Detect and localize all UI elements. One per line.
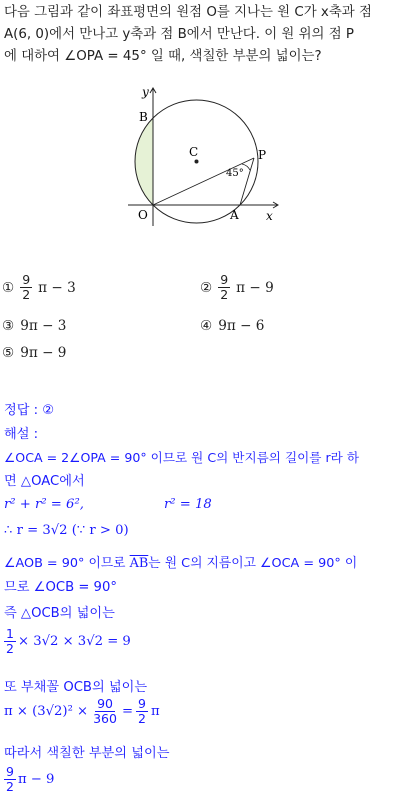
x-axis-label: x [266, 209, 273, 223]
option-1-denominator: 2 [22, 287, 31, 302]
solution-line-6: 므로 ∠OCB = 90° [4, 580, 117, 595]
solution-l8-denominator: 2 [6, 641, 14, 656]
option-5[interactable] [2, 345, 66, 361]
option-1-mark: ① [2, 279, 15, 296]
option-3-text: 9π − 3 [20, 318, 67, 334]
angle-label: 45° [226, 168, 244, 179]
option-2-denominator: 2 [220, 287, 229, 302]
solution-l10-pi: π [150, 704, 160, 719]
y-axis-label: y [142, 86, 149, 99]
solution-l8-numerator: 1 [6, 626, 14, 641]
solution-line-5 [4, 552, 396, 571]
option-4-mark: ④ [200, 318, 213, 334]
solution-l12-rest: π − 9 [17, 772, 55, 787]
option-4-text: 9π − 6 [218, 318, 265, 334]
solution-l10-equals: = [121, 704, 134, 719]
solution-l10-fraction-1 [91, 697, 119, 726]
segment-ab-label: $\overline{AB}$ [129, 556, 149, 571]
option-2-numerator: 9 [220, 272, 229, 287]
solution-l10-numerator-2: 9 [138, 696, 146, 711]
solution-eq-r2: r² = 18 [164, 497, 212, 512]
solution-l5-end: 는 원 C의 지름이고 ∠OCA = 90° 이 [148, 556, 358, 571]
solution-line-10 [4, 697, 396, 726]
solution-line-3 [4, 497, 396, 512]
option-1[interactable] [2, 273, 76, 302]
solution-line-12 [4, 765, 396, 794]
label-b: B [139, 110, 148, 124]
solution-eq-sum: r² + r² = 6², [4, 497, 84, 512]
solution-l8-fraction [4, 627, 16, 656]
option-1-fraction [20, 273, 32, 302]
question-line-2: A(6, 0)에서 만나고 y축과 점 B에서 만난다. 이 원 위의 점 P [4, 27, 355, 42]
solution-heading: 해설 : [4, 427, 39, 442]
option-3-mark: ③ [2, 318, 15, 334]
solution-l12-fraction [4, 765, 16, 794]
question-text [4, 2, 396, 68]
option-2-mark: ② [200, 279, 213, 296]
solution-l10-start: π × (3√2)² × [4, 704, 89, 719]
solution-l12-numerator: 9 [6, 764, 14, 779]
option-5-mark: ⑤ [2, 345, 15, 361]
solution-line-4: ∴ r = 3√2 (∵ r > 0) [4, 523, 129, 538]
label-p: P [258, 148, 267, 162]
solution-line-1: ∠OCA = 2∠OPA = 90° 이므로 원 C의 반지름의 길이를 r라 하 [4, 450, 359, 465]
segment-pa [240, 158, 254, 205]
option-2[interactable] [200, 273, 274, 302]
solution-l10-denominator-1: 360 [93, 711, 117, 726]
question-line-1: 다음 그림과 같이 좌표평면의 원점 O를 지나는 원 C가 x축과 점 [4, 5, 372, 20]
label-c: C [189, 145, 199, 159]
option-5-text: 9π − 9 [20, 345, 67, 361]
option-2-fraction [218, 273, 230, 302]
center-point [195, 160, 199, 164]
option-3[interactable] [2, 318, 66, 334]
option-4[interactable] [200, 318, 264, 334]
solution-l10-numerator-1: 90 [97, 696, 113, 711]
shaded-region [135, 118, 153, 205]
label-a: A [230, 208, 239, 222]
solution-line-9: 또 부채꼴 OCB의 넓이는 [4, 680, 148, 695]
option-1-numerator: 9 [22, 272, 31, 287]
solution-line-2: 면 △OAC에서 [4, 474, 85, 489]
option-2-rest: π − 9 [236, 279, 274, 296]
coordinate-figure [118, 86, 288, 236]
solution-l10-denominator-2: 2 [138, 711, 146, 726]
segment-op [153, 158, 254, 205]
solution-line-11: 따라서 색칠한 부분의 넓이는 [4, 746, 170, 761]
option-1-rest: π − 3 [38, 279, 76, 296]
solution-l8-rest: × 3√2 × 3√2 = 9 [17, 634, 131, 649]
solution-line-8 [4, 627, 396, 656]
question-line-3: 에 대하여 ∠OPA = 45° 일 때, 색칠한 부분의 넓이는? [4, 49, 322, 64]
solution-l10-fraction-2 [136, 697, 148, 726]
solution-line-7: 즉 △OCB의 넓이는 [4, 606, 115, 621]
label-o: O [138, 208, 148, 222]
solution-l12-denominator: 2 [6, 779, 14, 794]
solution-l5-start: ∠AOB = 90° 이므로 [4, 556, 126, 571]
answer-line: 정답 : ② [4, 403, 55, 418]
